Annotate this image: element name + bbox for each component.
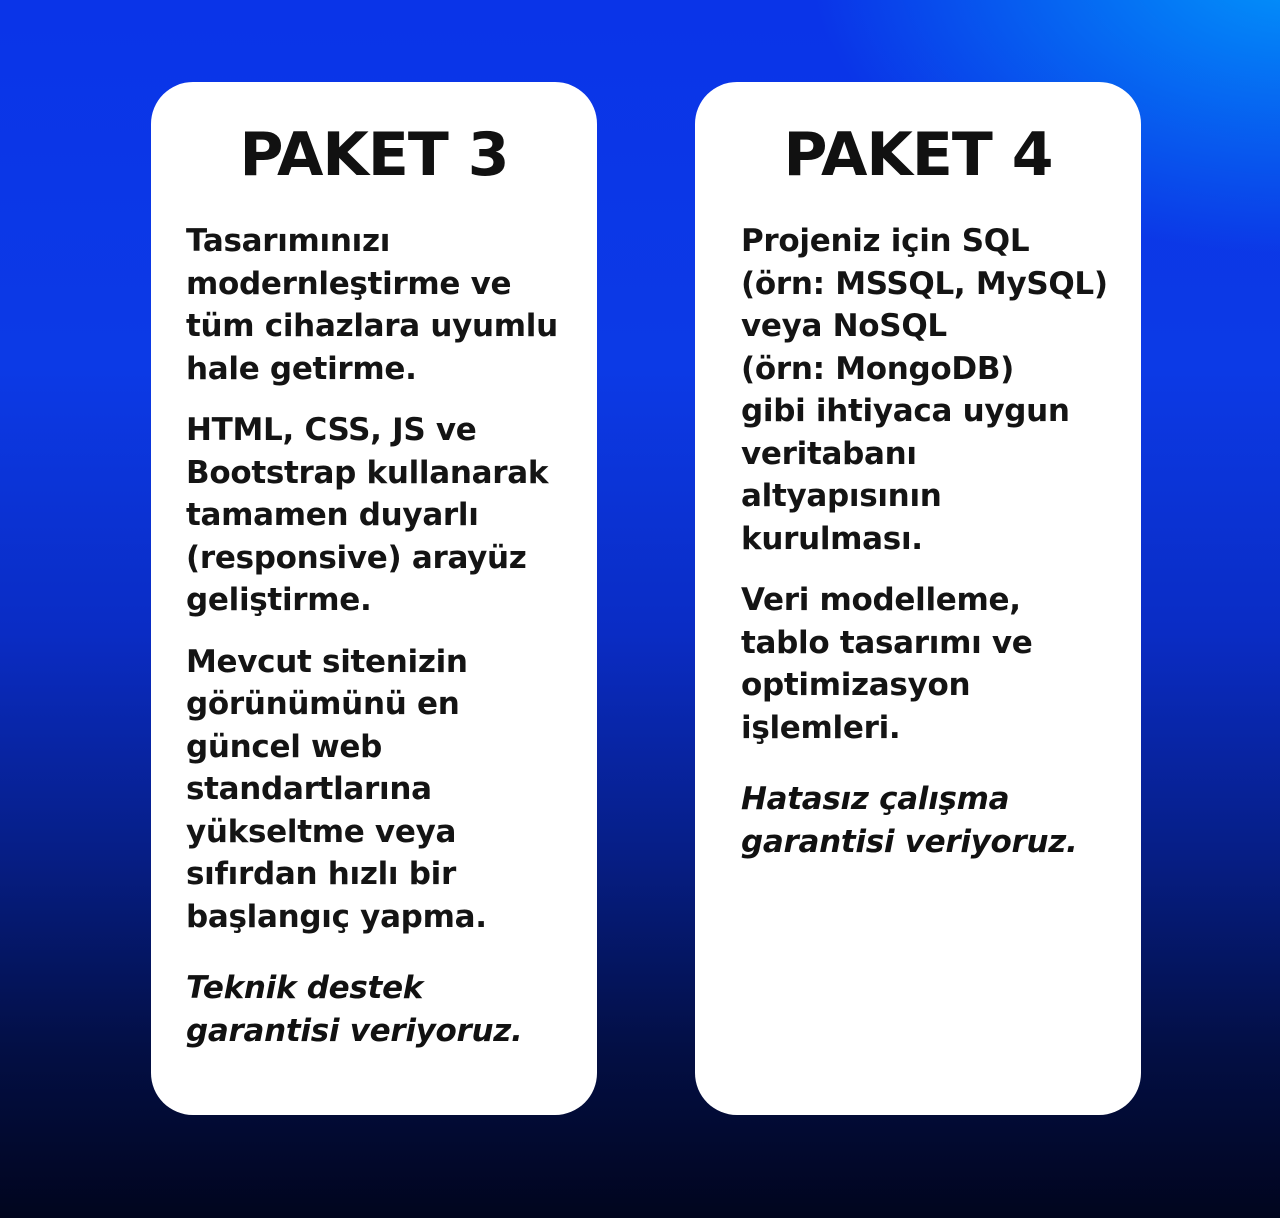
text-line: yükseltme veya xyxy=(186,813,457,850)
text-line: veya NoSQL xyxy=(741,308,947,344)
text-line: garantisi veriyoruz. xyxy=(741,824,1078,860)
package-description xyxy=(186,220,583,1084)
package-description xyxy=(741,220,1131,895)
text-line: geliştirme. xyxy=(186,582,372,618)
text-line: optimizasyon xyxy=(741,667,971,703)
text-line: Veri modelleme, xyxy=(741,582,1021,618)
text-line: Bootstrap kullanarak xyxy=(186,454,549,491)
text-line: Mevcut sitenizin xyxy=(186,643,468,680)
text-line: garantisi veriyoruz. xyxy=(186,1013,523,1049)
text-line: tablo tasarımı ve xyxy=(741,624,1033,661)
text-line: sıfırdan hızlı bir xyxy=(186,856,456,892)
text-line: (responsive) arayüz xyxy=(186,539,527,576)
text-line: işlemleri. xyxy=(741,709,901,746)
text-line: Tasarımınızı xyxy=(186,223,391,259)
text-line: başlangıç yapma. xyxy=(186,898,487,935)
text-line: HTML, CSS, JS ve xyxy=(186,412,477,448)
text-line: tüm cihazlara uyumlu xyxy=(186,308,558,344)
text-line: Hatasız çalışma xyxy=(741,781,1010,817)
package-card-4 xyxy=(695,82,1141,1115)
package-title: PAKET 3 xyxy=(239,120,509,190)
description-paragraph xyxy=(741,579,1131,749)
text-line: veritabanı xyxy=(741,435,917,472)
guarantee-note xyxy=(186,967,583,1053)
text-line: gibi ihtiyaca uygun xyxy=(741,393,1070,429)
guarantee-note xyxy=(741,778,1131,864)
description-paragraph xyxy=(186,641,583,939)
package-title: PAKET 4 xyxy=(783,120,1053,190)
text-line: güncel web xyxy=(186,728,383,765)
text-line: altyapısının xyxy=(741,478,942,514)
text-line: görünümünü en xyxy=(186,686,460,722)
text-line: (örn: MongoDB) xyxy=(741,350,1015,387)
text-line: hale getirme. xyxy=(186,350,417,387)
text-line: (örn: MSSQL, MySQL) xyxy=(741,265,1108,302)
text-line: Teknik destek xyxy=(186,970,424,1006)
text-line: modernleştirme ve xyxy=(186,265,512,302)
package-card-3 xyxy=(151,82,597,1115)
text-line: standartlarına xyxy=(186,771,432,807)
text-line: Projeniz için SQL xyxy=(741,223,1030,259)
description-paragraph xyxy=(186,220,583,390)
description-paragraph xyxy=(186,409,583,622)
text-line: tamamen duyarlı xyxy=(186,497,479,533)
text-line: kurulması. xyxy=(741,520,923,557)
description-paragraph xyxy=(741,220,1131,560)
